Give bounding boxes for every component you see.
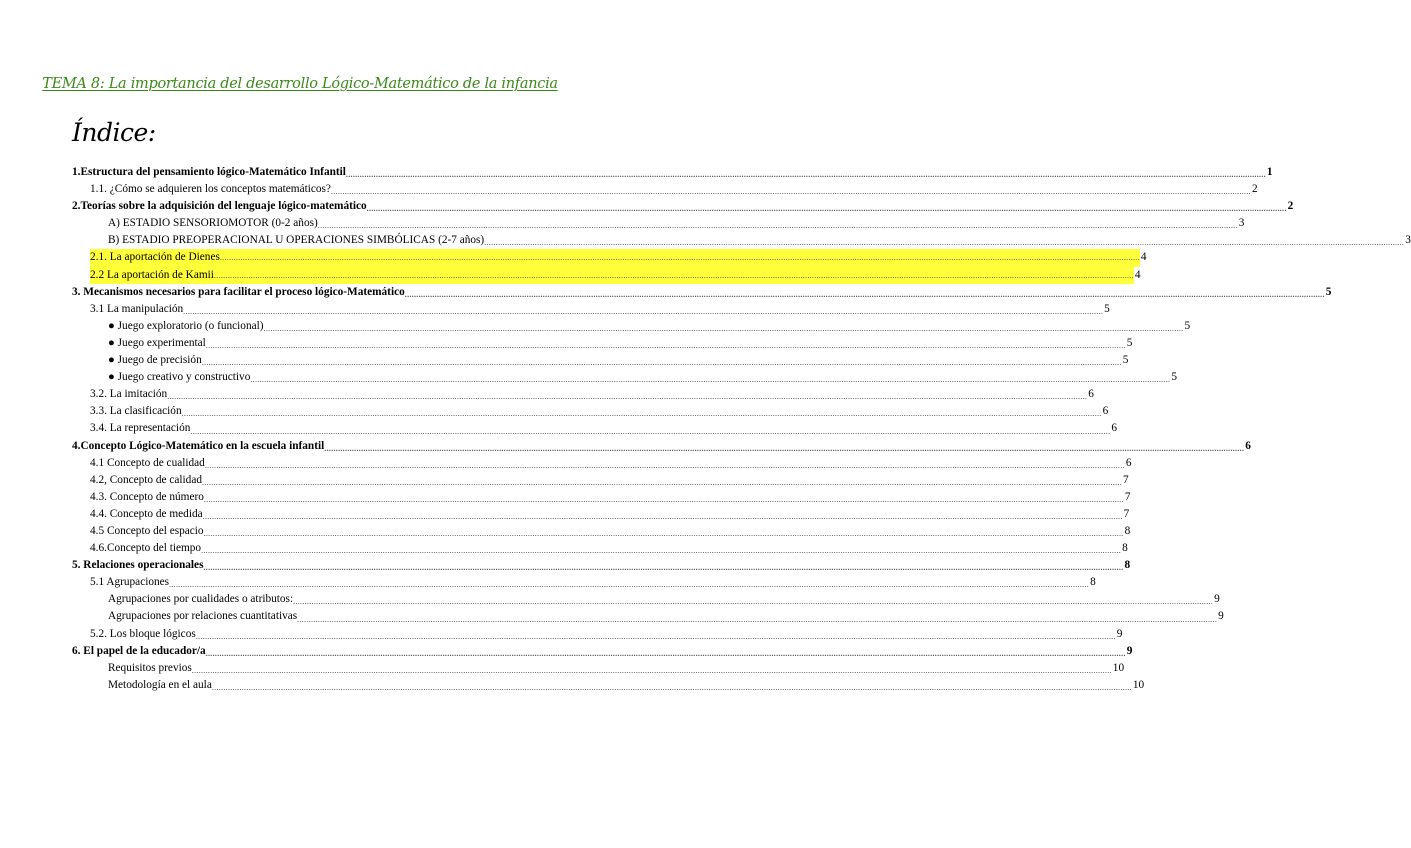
toc-entry[interactable] [72, 489, 1131, 506]
toc-entry-label: 3.4. La representación [90, 422, 191, 435]
toc-entry-page: 9 [1214, 593, 1220, 606]
toc-entry-label: Requisitos previos [108, 661, 192, 674]
toc-entry[interactable] [72, 352, 1129, 369]
toc-entry-page: 9 [1218, 610, 1224, 623]
toc-entry-page: 5 [1325, 285, 1332, 298]
toc-entry[interactable] [72, 164, 1273, 181]
toc-dot-leader: ................................................................................................................................................................................................................................................................................................................................................................................................................ [202, 511, 1123, 521]
toc-entry-page: 9 [1126, 644, 1133, 657]
toc-entry-label: 4.Concepto Lógico-Matemático en la escuela infantil [72, 439, 325, 452]
toc-dot-leader: ................................................................................................................................................................................................................................................................................................................................................................................................................ [317, 221, 1238, 231]
toc-dot-leader: ................................................................................................................................................................................................................................................................................................................................................................................................................ [404, 289, 1325, 299]
toc-entry-page: 10 [1132, 678, 1145, 691]
toc-entry-label: 3. Mecanismos necesarios para facilitar el proceso lógico-Matemático [72, 285, 405, 298]
toc-dot-leader: ................................................................................................................................................................................................................................................................................................................................................................................................................ [181, 409, 1102, 419]
toc-entry-label: 6. El papel de la educador/a [72, 644, 206, 657]
toc-entry-label: Agrupaciones por cualidades o atributos: [108, 593, 294, 606]
toc-dot-leader: ................................................................................................................................................................................................................................................................................................................................................................................................................ [330, 187, 1251, 197]
toc-entry[interactable] [72, 232, 1411, 249]
toc-entry-page: 2 [1251, 183, 1258, 196]
table-of-contents [72, 164, 1411, 694]
toc-entry-page: 7 [1124, 490, 1131, 503]
toc-entry-label: Metodología en el aula [108, 678, 212, 691]
toc-dot-leader: ................................................................................................................................................................................................................................................................................................................................................................................................................ [297, 614, 1218, 624]
toc-entry-page: 7 [1123, 507, 1130, 520]
toc-entry[interactable] [72, 608, 1224, 625]
toc-entry[interactable] [72, 506, 1130, 523]
toc-entry[interactable] [72, 181, 1258, 198]
toc-entry-page: 6 [1111, 422, 1118, 435]
toc-entry-label: ● Juego de precisión [108, 354, 202, 367]
toc-entry[interactable] [72, 557, 1131, 574]
toc-dot-leader: ................................................................................................................................................................................................................................................................................................................................................................................................................ [201, 358, 1122, 368]
toc-entry-label: A) ESTADIO SENSORIOMOTOR (0-2 años) [108, 217, 318, 230]
toc-dot-leader: ................................................................................................................................................................................................................................................................................................................................................................................................................ [195, 631, 1116, 641]
toc-entry-label: 2.2 La aportación de Kamii [90, 267, 214, 284]
toc-dot-leader: ................................................................................................................................................................................................................................................................................................................................................................................................................ [167, 392, 1088, 402]
toc-entry-page: 3 [1405, 234, 1411, 247]
toc-entry-page: 10 [1112, 661, 1125, 674]
toc-entry[interactable] [72, 626, 1123, 643]
toc-entry[interactable] [72, 677, 1145, 694]
toc-entry-page: 1 [1266, 166, 1273, 178]
toc-entry-label: 5.2. Los bloque lógicos [90, 627, 196, 640]
toc-dot-leader: ................................................................................................................................................................................................................................................................................................................................................................................................................ [191, 665, 1112, 675]
toc-entry-label: 3.1 La manipulación [90, 302, 184, 315]
toc-entry-page: 2 [1287, 200, 1294, 213]
toc-entry[interactable] [72, 335, 1133, 352]
toc-entry[interactable] [72, 301, 1110, 318]
toc-entry-page: 9 [1116, 627, 1123, 640]
toc-entry[interactable] [72, 455, 1132, 472]
toc-entry-page: 6 [1245, 439, 1251, 452]
toc-entry[interactable] [72, 318, 1191, 335]
toc-dot-leader: ................................................................................................................................................................................................................................................................................................................................................................................................................ [190, 426, 1111, 436]
toc-entry[interactable] [72, 438, 1251, 455]
toc-entry[interactable] [72, 643, 1133, 660]
toc-entry-label: 4.4. Concepto de medida [90, 507, 203, 520]
toc-entry-label: 5. Relaciones operacionales [72, 559, 204, 572]
toc-entry-page: 5 [1184, 319, 1191, 332]
toc-entry[interactable] [72, 215, 1245, 232]
toc-dot-leader: ................................................................................................................................................................................................................................................................................................................................................................................................................ [366, 204, 1287, 214]
toc-dot-leader: ................................................................................................................................................................................................................................................................................................................................................................................................................ [345, 170, 1266, 180]
toc-entry-label: ● Juego experimental [108, 336, 206, 349]
toc-entry[interactable] [72, 403, 1109, 420]
toc-entry-label: 4.6.Concepto del tiempo [90, 542, 202, 555]
toc-entry-page: 8 [1122, 542, 1128, 555]
toc-entry-label: ● Juego exploratorio (o funcional) [108, 319, 264, 332]
toc-entry[interactable] [72, 523, 1131, 540]
toc-dot-leader: ................................................................................................................................................................................................................................................................................................................................................................................................................ [205, 648, 1126, 658]
toc-entry[interactable] [72, 574, 1096, 591]
toc-entry-page: 6 [1125, 456, 1132, 469]
toc-entry-label: ● Juego creativo y constructivo [108, 371, 251, 384]
toc-dot-leader: ................................................................................................................................................................................................................................................................................................................................................................................................................ [204, 460, 1125, 470]
toc-entry-page: 5 [1104, 302, 1110, 315]
document-title: TEMA 8: La importancia del desarrollo Lógico-Matemático de la infancia [42, 76, 558, 92]
toc-dot-leader: ................................................................................................................................................................................................................................................................................................................................................................................................................ [263, 323, 1184, 333]
toc-entry[interactable] [72, 591, 1220, 608]
toc-dot-leader: ................................................................................................................................................................................................................................................................................................................................................................................................................ [220, 249, 1140, 266]
toc-dot-leader: ................................................................................................................................................................................................................................................................................................................................................................................................................ [214, 267, 1134, 284]
toc-entry-page: 5 [1126, 336, 1133, 349]
toc-dot-leader: ................................................................................................................................................................................................................................................................................................................................................................................................................ [169, 580, 1090, 590]
toc-entry[interactable] [72, 472, 1129, 489]
toc-dot-leader: ................................................................................................................................................................................................................................................................................................................................................................................................................ [203, 563, 1124, 573]
toc-entry[interactable] [72, 540, 1128, 557]
toc-dot-leader: ................................................................................................................................................................................................................................................................................................................................................................................................................ [203, 494, 1124, 504]
toc-dot-leader: ................................................................................................................................................................................................................................................................................................................................................................................................................ [293, 597, 1214, 607]
toc-dot-leader: ................................................................................................................................................................................................................................................................................................................................................................................................................ [324, 443, 1245, 453]
toc-entry-page: 8 [1090, 576, 1096, 589]
toc-entry-page: 4 [1140, 251, 1147, 264]
toc-entry[interactable] [72, 369, 1178, 386]
toc-dot-leader: ................................................................................................................................................................................................................................................................................................................................................................................................................ [484, 238, 1405, 248]
toc-dot-leader: ................................................................................................................................................................................................................................................................................................................................................................................................................ [205, 341, 1126, 351]
toc-entry-label: B) ESTADIO PREOPERACIONAL U OPERACIONES SIMBÓLICAS (2-7 años) [108, 234, 485, 247]
toc-entry[interactable] [72, 660, 1125, 677]
toc-entry[interactable] [72, 267, 1141, 284]
toc-entry[interactable] [72, 249, 1147, 266]
toc-dot-leader: ................................................................................................................................................................................................................................................................................................................................................................................................................ [250, 375, 1171, 385]
toc-dot-leader: ................................................................................................................................................................................................................................................................................................................................................................................................................ [201, 546, 1122, 556]
toc-dot-leader: ................................................................................................................................................................................................................................................................................................................................................................................................................ [211, 682, 1132, 692]
toc-dot-leader: ................................................................................................................................................................................................................................................................................................................................................................................................................ [203, 529, 1124, 539]
toc-entry-label: 1.Estructura del pensamiento lógico-Matemático Infantil [72, 166, 346, 178]
toc-entry-label: 4.1 Concepto de cualidad [90, 456, 205, 469]
toc-entry-page: 4 [1134, 268, 1141, 281]
toc-entry-page: 6 [1102, 405, 1109, 418]
toc-entry-label: 4.2, Concepto de calidad [90, 473, 202, 486]
toc-dot-leader: ................................................................................................................................................................................................................................................................................................................................................................................................................ [183, 306, 1104, 316]
toc-entry-page: 5 [1122, 354, 1129, 367]
toc-entry[interactable] [72, 198, 1294, 215]
toc-entry-page: 8 [1124, 559, 1131, 572]
toc-entry-page: 3 [1238, 217, 1245, 230]
toc-entry[interactable] [72, 284, 1332, 301]
toc-entry-label: 2.1. La aportación de Dienes [90, 249, 220, 266]
toc-entry[interactable] [72, 386, 1094, 403]
toc-entry-label: Agrupaciones por relaciones cuantitativas [108, 610, 298, 623]
toc-entry-label: 4.3. Concepto de número [90, 490, 204, 503]
toc-entry[interactable] [72, 420, 1118, 437]
toc-entry-page: 6 [1088, 388, 1094, 401]
toc-entry-label: 4.5 Concepto del espacio [90, 524, 204, 537]
toc-entry-label: 5.1 Agrupaciones [90, 576, 170, 589]
toc-entry-page: 5 [1171, 371, 1178, 384]
toc-entry-label: 1.1. ¿Cómo se adquieren los conceptos matemáticos? [90, 183, 331, 196]
toc-entry-label: 3.3. La clasificación [90, 405, 182, 418]
index-heading: Índice: [72, 118, 156, 147]
toc-entry-page: 7 [1123, 473, 1129, 486]
toc-entry-label: 3.2. La imitación [90, 388, 168, 401]
toc-entry-label: 2.Teorías sobre la adquisición del lenguaje lógico-matemático [72, 200, 367, 213]
toc-dot-leader: ................................................................................................................................................................................................................................................................................................................................................................................................................ [202, 477, 1122, 487]
toc-entry-page: 8 [1124, 524, 1131, 537]
